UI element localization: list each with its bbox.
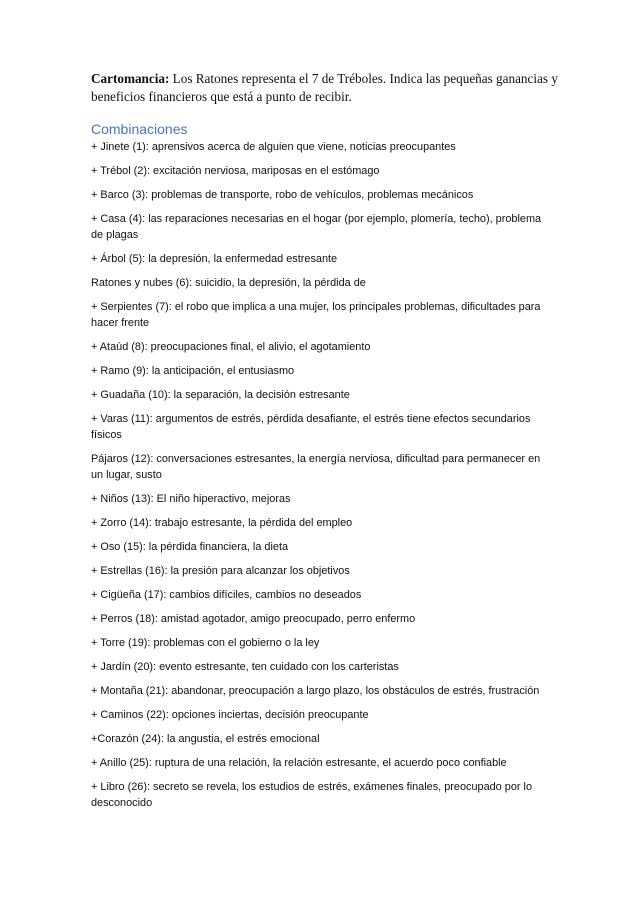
list-item: + Niños (13): El niño hiperactivo, mejoras: [91, 493, 291, 505]
list-item: + Torre (19): problemas con el gobierno o la ley: [91, 637, 320, 649]
list-item: + Jardín (20): evento estresante, ten cuidado con los carteristas: [91, 661, 399, 673]
list-item: + Ramo (9): la anticipación, el entusiasmo: [91, 365, 295, 377]
list-item: Pájaros (12): conversaciones estresantes, la energía nerviosa, dificultad para permanecer en un lugar, susto: [91, 453, 541, 481]
list-item: +Corazón (24): la angustia, el estrés emocional: [91, 733, 320, 745]
list-item: + Serpientes (7): el robo que implica a una mujer, los principales problemas, dificultades para hacer frente: [91, 301, 541, 329]
list-item: + Guadaña (10): la separación, la decisión estresante: [91, 389, 350, 401]
section-heading: Combinaciones: [91, 121, 188, 137]
intro-text: Los Ratones representa el 7 de Tréboles. Indica las pequeñas ganancias y beneficios financieros que está a punto de recibir.: [91, 71, 558, 104]
list-item: + Varas (11): argumentos de estrés, pérdida desafiante, el estrés tiene efectos secundarios físicos: [91, 413, 531, 441]
list-item: + Ataúd (8): preocupaciones final, el alivio, el agotamiento: [91, 341, 371, 353]
list-item: + Cigüeña (17): cambios difíciles, cambios no deseados: [91, 589, 362, 601]
list-item: + Estrellas (16): la presión para alcanzar los objetivos: [91, 565, 350, 577]
list-item: + Barco (3): problemas de transporte, robo de vehículos, problemas mecánicos: [91, 189, 474, 201]
list-item: + Anillo (25): ruptura de una relación, la relación estresante, el acuerdo poco confiable: [91, 757, 507, 769]
intro-paragraph: [91, 70, 561, 106]
list-item: + Casa (4): las reparaciones necesarias en el hogar (por ejemplo, plomería, techo), problema de plagas: [91, 213, 542, 241]
list-item: + Zorro (14): trabajo estresante, la pérdida del empleo: [91, 517, 353, 529]
list-item: + Jinete (1): aprensivos acerca de alguien que viene, noticias preocupantes: [91, 141, 456, 153]
list-item: + Trébol (2): excitación nerviosa, mariposas en el estómago: [91, 165, 380, 177]
list-item: + Montaña (21): abandonar, preocupación a largo plazo, los obstáculos de estrés, frustración: [91, 685, 540, 697]
list-item: + Oso (15): la pérdida financiera, la dieta: [91, 541, 289, 553]
intro-label: Cartomancia:: [91, 71, 170, 86]
list-item: + Libro (26): secreto se revela, los estudios de estrés, exámenes finales, preocupado por lo desconocido: [91, 781, 533, 809]
list-item: + Caminos (22): opciones inciertas, decisión preocupante: [91, 709, 369, 721]
list-item: + Perros (18): amistad agotador, amigo preocupado, perro enfermo: [91, 613, 416, 625]
list-item: Ratones y nubes (6): suicidio, la depresión, la pérdida de: [91, 277, 366, 289]
list-item: + Árbol (5): la depresión, la enfermedad estresante: [91, 253, 338, 265]
combinations-list: [91, 139, 553, 819]
